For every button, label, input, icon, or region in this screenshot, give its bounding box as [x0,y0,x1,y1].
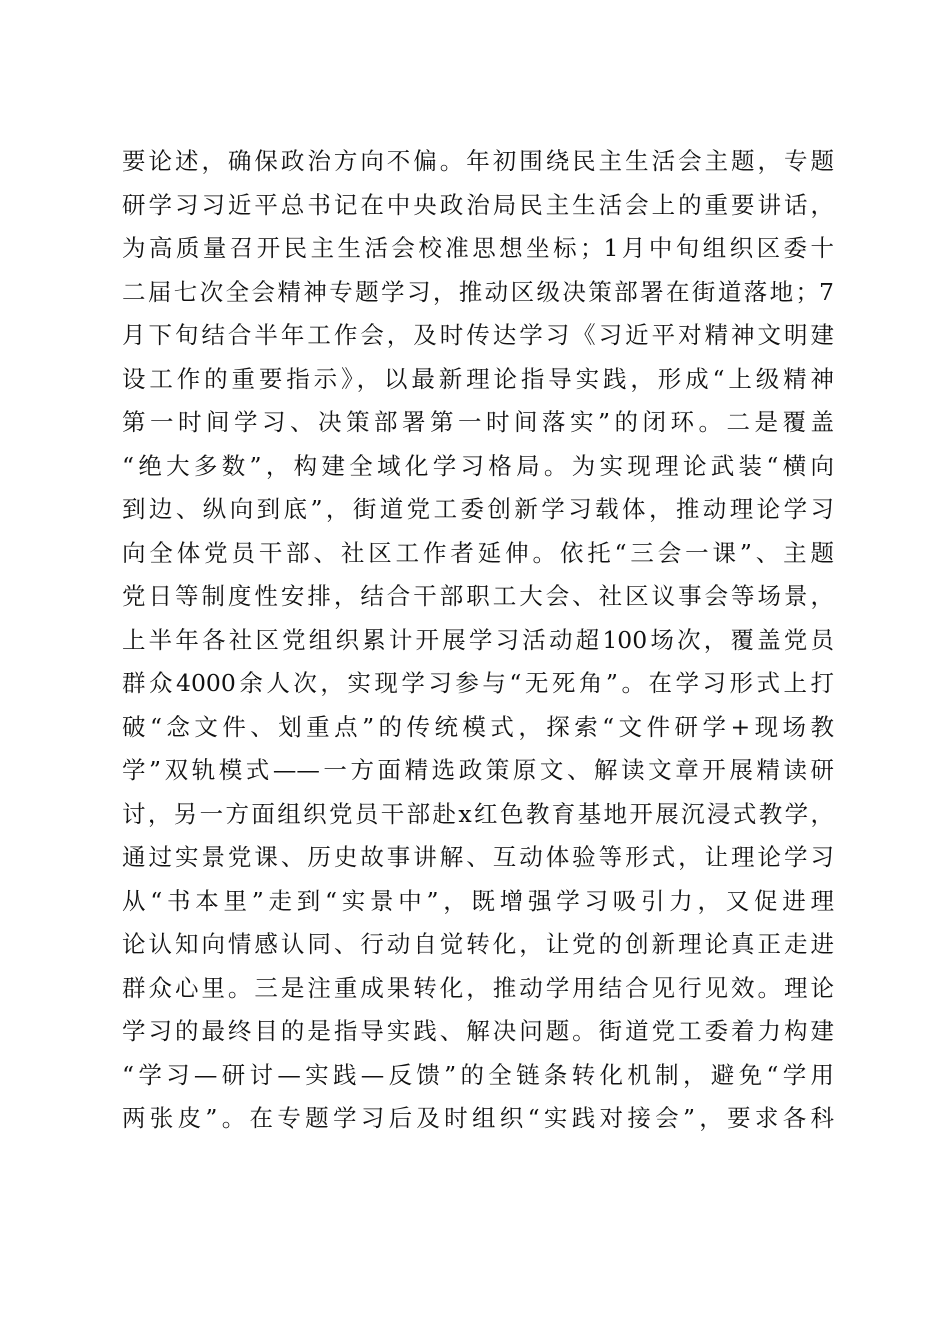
text-line: 群众4000余人次，实现学习参与“无死角”。在学习形式上打 [122,669,834,697]
text-line: 为高质量召开民主生活会校准思想坐标；1月中旬组织区委十 [122,234,834,262]
text-line: 通过实景党课、历史故事讲解、互动体验等形式，让理论学习 [122,843,834,871]
text-line: 群众心里。三是注重成果转化，推动学用结合见行见效。理论 [122,973,834,1002]
text-line: 学”双轨模式——一方面精选政策原文、解读文章开展精读研 [122,756,834,784]
text-line: 要论述，确保政治方向不偏。年初围绕民主生活会主题，专题 [122,147,834,175]
text-line: 上半年各社区党组织累计开展学习活动超100场次，覆盖党员 [122,625,834,654]
text-line: 到边、纵向到底”，街道党工委创新学习载体，推动理论学习 [122,495,834,523]
text-line: 研学习习近平总书记在中央政治局民主生活会上的重要讲话， [122,190,834,219]
text-line: 破“念文件、划重点”的传统模式，探索“文件研学+现场教 [122,712,834,741]
body-text [122,140,834,1141]
text-line: 向全体党员干部、社区工作者延伸。依托“三会一课”、主题 [122,538,834,567]
text-line: 讨，另一方面组织党员干部赴x红色教育基地开展沉浸式教学， [122,799,834,828]
text-line: 第一时间学习、决策部署第一时间落实”的闭环。二是覆盖 [122,408,834,436]
text-line: 学习的最终目的是指导实践、解决问题。街道党工委着力构建 [122,1017,834,1045]
text-line: 论认知向情感认同、行动自觉转化，让党的创新理论真正走进 [122,930,834,958]
text-line: 党日等制度性安排，结合干部职工大会、社区议事会等场景， [122,582,834,610]
text-line: 二届七次全会精神专题学习，推动区级决策部署在街道落地；7 [122,277,834,306]
text-line: “绝大多数”，构建全域化学习格局。为实现理论武装“横向 [122,451,834,480]
text-line: 月下旬结合半年工作会，及时传达学习《习近平对精神文明建 [122,321,834,349]
text-line: 设工作的重要指示》，以最新理论指导实践，形成“上级精神 [122,364,834,393]
text-line: 从“书本里”走到“实景中”，既增强学习吸引力，又促进理 [122,886,834,915]
text-line: 两张皮”。在专题学习后及时组织“实践对接会”，要求各科 [122,1104,834,1132]
text-line: “学习—研讨—实践—反馈”的全链条转化机制，避免“学用 [122,1060,834,1089]
